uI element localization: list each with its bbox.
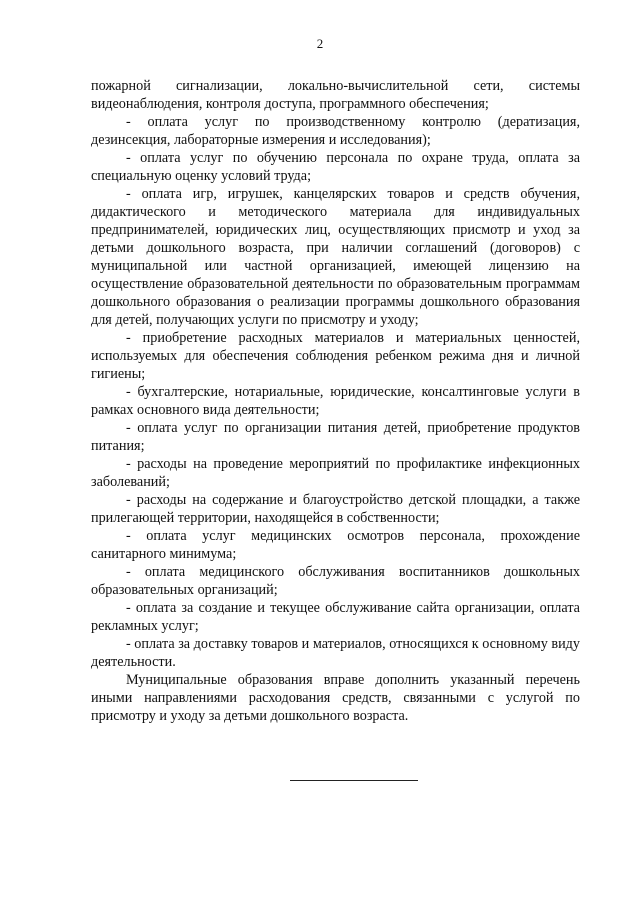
end-of-document-line [290, 780, 418, 781]
list-item-educational-materials: - оплата игр, игрушек, канцелярских товаров и средств обучения, дидактического и методического материала для индивидуальных предпринимателей, юридических лиц, осуществляющих присмотр и уход за детьми дошкольного возраста, при наличии соглашений (договоров) с муниципальной или частной организацией, имеющей лицензию на осуществление образовательной деятельности по образовательным программам дошкольного образования о реализации программы дошкольного образования для детей, получающих услуги по присмотру и уходу; [91, 186, 580, 328]
list-item-playground-maintenance: - расходы на содержание и благоустройство детской площадки, а также прилегающей территории, находящейся в собственности; [91, 492, 580, 526]
paragraph-continuation: пожарной сигнализации, локально-вычислительной сети, системы видеонаблюдения, контроля доступа, программного обеспечения; [91, 78, 580, 112]
list-item-catering: - оплата услуг по организации питания детей, приобретение продуктов питания; [91, 420, 580, 454]
page-number: 2 [316, 36, 324, 51]
list-item-labor-safety-training: - оплата услуг по обучению персонала по охране труда, оплата за специальную оценку условий труда; [91, 150, 580, 184]
list-item-infection-prevention: - расходы на проведение мероприятий по профилактике инфекционных заболеваний; [91, 456, 580, 490]
list-item-consumables-hygiene: - приобретение расходных материалов и материальных ценностей, используемых для обеспечения соблюдения ребенком режима дня и личной гигиены; [91, 330, 580, 382]
list-item-delivery: - оплата за доставку товаров и материалов, относящихся к основному виду деятельности. [91, 636, 580, 670]
list-item-medical-service: - оплата медицинского обслуживания воспитанников дошкольных образовательных организаций; [91, 564, 580, 598]
closing-paragraph: Муниципальные образования вправе дополнить указанный перечень иными направлениями расходования средств, связанными с услугой по присмотру и уходу за детьми дошкольного возраста. [91, 672, 580, 724]
list-item-medical-checkups: - оплата услуг медицинских осмотров персонала, прохождение санитарного минимума; [91, 528, 580, 562]
list-item-production-control: - оплата услуг по производственному контролю (дератизация, дезинсекция, лабораторные измерения и исследования); [91, 114, 580, 148]
list-item-professional-services: - бухгалтерские, нотариальные, юридические, консалтинговые услуги в рамках основного вида деятельности; [91, 384, 580, 418]
list-item-website-advertising: - оплата за создание и текущее обслуживание сайта организации, оплата рекламных услуг; [91, 600, 580, 634]
document-body [91, 77, 580, 725]
